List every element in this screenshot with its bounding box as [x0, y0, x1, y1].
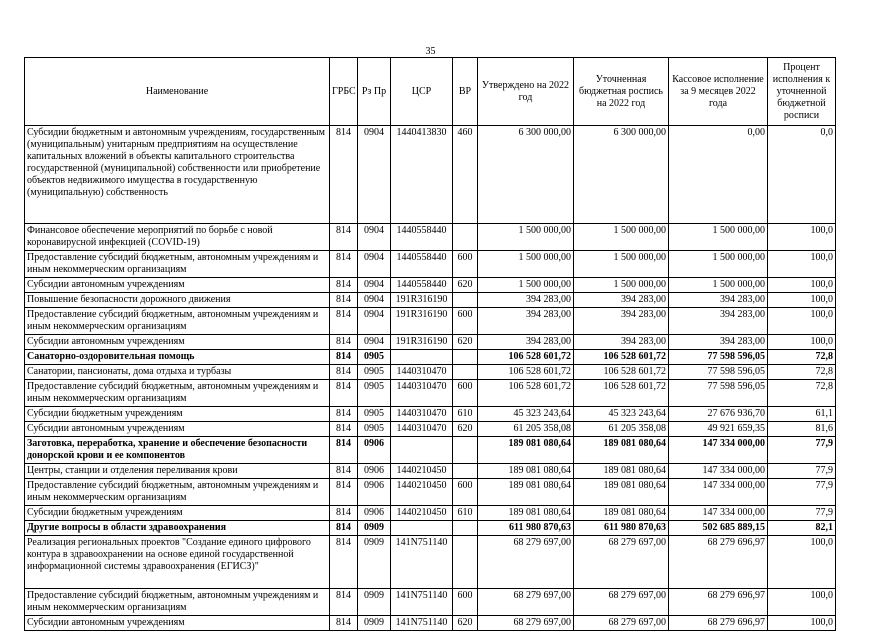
table-row: [25, 126, 836, 224]
row-percent: 100,0: [768, 536, 836, 589]
table-row: [25, 350, 836, 365]
row-csr: [391, 350, 453, 365]
row-refined: 189 081 080,64: [574, 506, 669, 521]
row-rzpr: 0904: [358, 335, 391, 350]
table-row: [25, 506, 836, 521]
row-approved: 106 528 601,72: [478, 380, 574, 407]
row-csr: 1440558440: [391, 251, 453, 278]
header-refined: Уточненная бюджетная роспись на 2022 год: [574, 58, 669, 126]
row-csr: 1440310470: [391, 380, 453, 407]
row-grbs: 814: [330, 335, 358, 350]
row-csr: 141N751140: [391, 536, 453, 589]
row-percent: 81,6: [768, 422, 836, 437]
row-percent: 72,8: [768, 350, 836, 365]
row-rzpr: 0905: [358, 350, 391, 365]
row-refined: 611 980 870,63: [574, 521, 669, 536]
row-cash: 394 283,00: [669, 335, 768, 350]
row-cash: 27 676 936,70: [669, 407, 768, 422]
row-approved: 189 081 080,64: [478, 479, 574, 506]
header-approved: Утверждено на 2022 год: [478, 58, 574, 126]
row-grbs: 814: [330, 521, 358, 536]
table-row: [25, 278, 836, 293]
row-rzpr: 0909: [358, 589, 391, 616]
header-cash: Кассовое исполнение за 9 месяцев 2022 года: [669, 58, 768, 126]
row-approved: 106 528 601,72: [478, 365, 574, 380]
row-refined: 68 279 697,00: [574, 589, 669, 616]
row-name: Предоставление субсидий бюджетным, автономным учреждениям и иным некоммерческим организациям: [25, 380, 330, 407]
header-grbs: ГРБС: [330, 58, 358, 126]
budget-table: [24, 57, 836, 631]
row-cash: 502 685 889,15: [669, 521, 768, 536]
table-row: [25, 479, 836, 506]
row-rzpr: 0904: [358, 308, 391, 335]
row-vr: 600: [453, 479, 478, 506]
row-csr: 1440310470: [391, 422, 453, 437]
row-cash: 68 279 696,97: [669, 536, 768, 589]
row-grbs: 814: [330, 380, 358, 407]
row-csr: 191R316190: [391, 308, 453, 335]
header-csr: ЦСР: [391, 58, 453, 126]
table-row: [25, 251, 836, 278]
row-cash: 77 598 596,05: [669, 350, 768, 365]
row-percent: 100,0: [768, 616, 836, 631]
row-approved: 611 980 870,63: [478, 521, 574, 536]
row-name: Финансовое обеспечение мероприятий по борьбе с новой коронавирусной инфекцией (COVID-19): [25, 224, 330, 251]
row-grbs: 814: [330, 350, 358, 365]
table-row: [25, 464, 836, 479]
row-rzpr: 0904: [358, 278, 391, 293]
row-refined: 1 500 000,00: [574, 251, 669, 278]
table-row: [25, 437, 836, 464]
row-vr: [453, 437, 478, 464]
row-csr: 1440310470: [391, 365, 453, 380]
row-refined: 394 283,00: [574, 293, 669, 308]
row-rzpr: 0905: [358, 422, 391, 437]
row-vr: [453, 464, 478, 479]
row-refined: 1 500 000,00: [574, 278, 669, 293]
row-cash: 68 279 696,97: [669, 616, 768, 631]
row-csr: [391, 521, 453, 536]
row-csr: 1440558440: [391, 224, 453, 251]
row-grbs: 814: [330, 365, 358, 380]
row-vr: 600: [453, 308, 478, 335]
row-name: Санатории, пансионаты, дома отдыха и турбазы: [25, 365, 330, 380]
row-name: Субсидии бюджетным и автономным учреждениям, государственным (муниципальным) унитарным предприятиям на осуществление капитальных вложений в объекты капитального строительства государственной (муниципальной) собственности или приобретение объектов недвижимого имущества в государственную (муниципальную) собственность: [25, 126, 330, 224]
row-percent: 77,9: [768, 437, 836, 464]
row-vr: 460: [453, 126, 478, 224]
row-refined: 106 528 601,72: [574, 350, 669, 365]
row-percent: 72,8: [768, 380, 836, 407]
row-vr: 620: [453, 616, 478, 631]
row-refined: 189 081 080,64: [574, 479, 669, 506]
row-rzpr: 0904: [358, 126, 391, 224]
row-csr: 141N751140: [391, 616, 453, 631]
row-rzpr: 0906: [358, 506, 391, 521]
row-csr: 1440210450: [391, 464, 453, 479]
row-grbs: 814: [330, 224, 358, 251]
row-approved: 1 500 000,00: [478, 278, 574, 293]
row-grbs: 814: [330, 422, 358, 437]
row-refined: 68 279 697,00: [574, 616, 669, 631]
header-name: Наименование: [25, 58, 330, 126]
row-vr: 610: [453, 506, 478, 521]
row-csr: [391, 437, 453, 464]
row-vr: 600: [453, 251, 478, 278]
row-approved: 61 205 358,08: [478, 422, 574, 437]
row-approved: 1 500 000,00: [478, 251, 574, 278]
row-approved: 106 528 601,72: [478, 350, 574, 365]
row-approved: 189 081 080,64: [478, 506, 574, 521]
row-approved: 394 283,00: [478, 335, 574, 350]
row-cash: 147 334 000,00: [669, 506, 768, 521]
row-name: Реализация региональных проектов "Создание единого цифрового контура в здравоохранении на основе единой государственной информационной системы здравоохранения (ЕГИСЗ)": [25, 536, 330, 589]
row-vr: [453, 293, 478, 308]
row-refined: 45 323 243,64: [574, 407, 669, 422]
row-percent: 100,0: [768, 308, 836, 335]
row-grbs: 814: [330, 293, 358, 308]
row-percent: 82,1: [768, 521, 836, 536]
row-vr: 620: [453, 278, 478, 293]
row-rzpr: 0905: [358, 407, 391, 422]
row-csr: 141N751140: [391, 589, 453, 616]
row-grbs: 814: [330, 251, 358, 278]
row-vr: 600: [453, 589, 478, 616]
row-name: Центры, станции и отделения переливания крови: [25, 464, 330, 479]
row-approved: 68 279 697,00: [478, 616, 574, 631]
row-csr: 191R316190: [391, 335, 453, 350]
row-name: Субсидии бюджетным учреждениям: [25, 407, 330, 422]
header-vr: ВР: [453, 58, 478, 126]
row-grbs: 814: [330, 464, 358, 479]
row-approved: 394 283,00: [478, 293, 574, 308]
row-grbs: 814: [330, 278, 358, 293]
row-rzpr: 0904: [358, 293, 391, 308]
table-row: [25, 380, 836, 407]
row-cash: 1 500 000,00: [669, 278, 768, 293]
row-grbs: 814: [330, 589, 358, 616]
row-cash: 77 598 596,05: [669, 380, 768, 407]
row-cash: 394 283,00: [669, 293, 768, 308]
row-grbs: 814: [330, 536, 358, 589]
row-rzpr: 0906: [358, 479, 391, 506]
row-cash: 0,00: [669, 126, 768, 224]
table-row: [25, 422, 836, 437]
row-cash: 147 334 000,00: [669, 437, 768, 464]
row-percent: 77,9: [768, 464, 836, 479]
row-grbs: 814: [330, 506, 358, 521]
row-name: Субсидии бюджетным учреждениям: [25, 506, 330, 521]
row-refined: 61 205 358,08: [574, 422, 669, 437]
row-rzpr: 0904: [358, 224, 391, 251]
row-vr: 600: [453, 380, 478, 407]
row-name: Субсидии автономным учреждениям: [25, 335, 330, 350]
row-cash: 77 598 596,05: [669, 365, 768, 380]
page-number: 35: [425, 46, 436, 57]
row-grbs: 814: [330, 616, 358, 631]
row-cash: 147 334 000,00: [669, 479, 768, 506]
row-name: Субсидии автономным учреждениям: [25, 422, 330, 437]
row-name: Предоставление субсидий бюджетным, автономным учреждениям и иным некоммерческим организациям: [25, 308, 330, 335]
header-row: [25, 58, 836, 126]
table-row: [25, 536, 836, 589]
row-refined: 68 279 697,00: [574, 536, 669, 589]
row-percent: 100,0: [768, 251, 836, 278]
row-percent: 72,8: [768, 365, 836, 380]
row-percent: 100,0: [768, 293, 836, 308]
row-rzpr: 0905: [358, 380, 391, 407]
row-cash: 1 500 000,00: [669, 224, 768, 251]
row-name: Предоставление субсидий бюджетным, автономным учреждениям и иным некоммерческим организациям: [25, 251, 330, 278]
row-name: Заготовка, переработка, хранение и обеспечение безопасности донорской крови и ее компонентов: [25, 437, 330, 464]
row-grbs: 814: [330, 126, 358, 224]
row-approved: 189 081 080,64: [478, 464, 574, 479]
row-refined: 394 283,00: [574, 335, 669, 350]
row-name: Субсидии автономным учреждениям: [25, 616, 330, 631]
row-csr: 1440210450: [391, 506, 453, 521]
row-vr: [453, 350, 478, 365]
row-refined: 189 081 080,64: [574, 437, 669, 464]
row-name: Санаторно-оздоровительная помощь: [25, 350, 330, 365]
row-percent: 100,0: [768, 278, 836, 293]
row-csr: 1440558440: [391, 278, 453, 293]
row-csr: 1440413830: [391, 126, 453, 224]
row-refined: 189 081 080,64: [574, 464, 669, 479]
row-approved: 68 279 697,00: [478, 536, 574, 589]
row-name: Повышение безопасности дорожного движения: [25, 293, 330, 308]
row-name: Предоставление субсидий бюджетным, автономным учреждениям и иным некоммерческим организациям: [25, 589, 330, 616]
row-approved: 68 279 697,00: [478, 589, 574, 616]
row-approved: 1 500 000,00: [478, 224, 574, 251]
table-row: [25, 293, 836, 308]
row-name: Другие вопросы в области здравоохранения: [25, 521, 330, 536]
row-refined: 6 300 000,00: [574, 126, 669, 224]
row-percent: 61,1: [768, 407, 836, 422]
row-percent: 100,0: [768, 335, 836, 350]
row-csr: 191R316190: [391, 293, 453, 308]
row-refined: 1 500 000,00: [574, 224, 669, 251]
table-row: [25, 365, 836, 380]
row-cash: 49 921 659,35: [669, 422, 768, 437]
row-approved: 394 283,00: [478, 308, 574, 335]
row-grbs: 814: [330, 407, 358, 422]
row-percent: 0,0: [768, 126, 836, 224]
row-grbs: 814: [330, 308, 358, 335]
row-cash: 68 279 696,97: [669, 589, 768, 616]
row-vr: 610: [453, 407, 478, 422]
row-csr: 1440310470: [391, 407, 453, 422]
row-approved: 6 300 000,00: [478, 126, 574, 224]
table-row: [25, 589, 836, 616]
row-rzpr: 0904: [358, 251, 391, 278]
row-refined: 394 283,00: [574, 308, 669, 335]
row-percent: 77,9: [768, 506, 836, 521]
table-row: [25, 407, 836, 422]
row-rzpr: 0909: [358, 616, 391, 631]
row-grbs: 814: [330, 437, 358, 464]
row-rzpr: 0909: [358, 521, 391, 536]
row-rzpr: 0906: [358, 464, 391, 479]
row-vr: [453, 521, 478, 536]
row-name: Предоставление субсидий бюджетным, автономным учреждениям и иным некоммерческим организациям: [25, 479, 330, 506]
table-row: [25, 521, 836, 536]
row-name: Субсидии автономным учреждениям: [25, 278, 330, 293]
row-percent: 100,0: [768, 224, 836, 251]
table-row: [25, 224, 836, 251]
row-csr: 1440210450: [391, 479, 453, 506]
row-approved: 45 323 243,64: [478, 407, 574, 422]
row-vr: 620: [453, 335, 478, 350]
row-cash: 147 334 000,00: [669, 464, 768, 479]
row-percent: 77,9: [768, 479, 836, 506]
row-approved: 189 081 080,64: [478, 437, 574, 464]
row-percent: 100,0: [768, 589, 836, 616]
table-row: [25, 308, 836, 335]
row-refined: 106 528 601,72: [574, 380, 669, 407]
row-vr: [453, 365, 478, 380]
table-row: [25, 616, 836, 631]
row-cash: 1 500 000,00: [669, 251, 768, 278]
row-grbs: 814: [330, 479, 358, 506]
table-row: [25, 335, 836, 350]
row-rzpr: 0906: [358, 437, 391, 464]
row-vr: 620: [453, 422, 478, 437]
row-refined: 106 528 601,72: [574, 365, 669, 380]
header-percent: Процент исполнения к уточненной бюджетной росписи: [768, 58, 836, 126]
header-rzpr: Рз Пр: [358, 58, 391, 126]
row-rzpr: 0909: [358, 536, 391, 589]
row-vr: [453, 536, 478, 589]
row-vr: [453, 224, 478, 251]
row-cash: 394 283,00: [669, 308, 768, 335]
row-rzpr: 0905: [358, 365, 391, 380]
